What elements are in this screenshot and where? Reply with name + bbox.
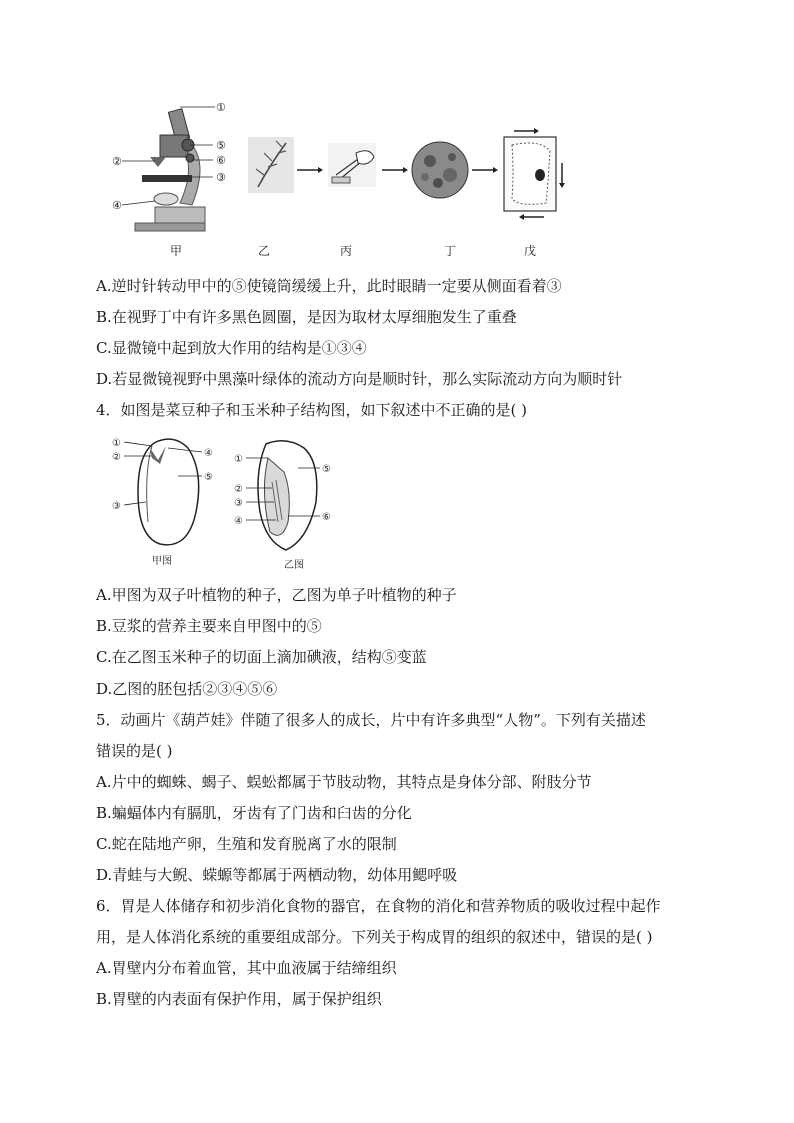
bean-label-5: ⑤ (204, 472, 213, 483)
corn-label-5: ⑤ (322, 464, 331, 475)
seed-structure-figure (108, 432, 348, 577)
caption-jia-tu: 甲图 (152, 556, 172, 567)
q3-option-c: C.显微镜中起到放大作用的结构是①③④ (96, 339, 367, 357)
caption-bing: 丙 (340, 244, 353, 258)
q6-stem-line-2: 用，是人体消化系统的重要组成部分。下列关于构成胃的组织的叙述中，错误的是( ) (96, 928, 653, 946)
q6-option-a: A.胃壁内分布着血管，其中血液属于结缔组织 (96, 959, 397, 977)
q6-stem-line-1: 6．胃是人体储存和初步消化食物的器官，在食物的消化和营养物质的吸收过程中起作 (96, 897, 661, 915)
q5-option-c: C.蛇在陆地产卵，生殖和发育脱离了水的限制 (96, 835, 397, 853)
caption-wu: 戊 (524, 244, 537, 258)
q5-option-b: B.蝙蝠体内有膈肌，牙齿有了门齿和臼齿的分化 (96, 804, 412, 822)
corn-label-6: ⑥ (322, 512, 331, 523)
corn-label-2: ② (234, 484, 243, 495)
bean-label-4: ④ (204, 448, 213, 459)
q5-stem-line-2: 错误的是( ) (96, 742, 173, 760)
q4-option-c: C.在乙图玉米种子的切面上滴加碘液，结构⑤变蓝 (96, 648, 427, 666)
q4-option-b: B.豆浆的营养主要来自甲图中的⑤ (96, 617, 322, 635)
caption-yi: 乙 (258, 244, 271, 258)
bean-label-1: ① (112, 438, 121, 449)
caption-jia: 甲 (170, 244, 183, 258)
microscope-label-5: ⑤ (216, 139, 226, 152)
plant-cell-diagram (504, 128, 565, 220)
microscope-label-2: ② (112, 155, 122, 168)
caption-ding: 丁 (444, 244, 457, 258)
q5-option-a: A.片中的蜘蛛、蝎子、蜈蚣都属于节肢动物，其特点是身体分部、附肢分节 (96, 773, 592, 791)
bean-label-2: ② (112, 452, 121, 463)
bean-label-3: ③ (112, 501, 121, 512)
microscope-label-3: ③ (216, 171, 226, 184)
microscope-label-4: ④ (112, 199, 122, 212)
q4-option-a: A.甲图为双子叶植物的种子，乙图为单子叶植物的种子 (96, 586, 457, 604)
corn-label-1: ① (234, 454, 243, 465)
microscope-figure (100, 95, 580, 265)
corn-label-4: ④ (234, 516, 243, 527)
corn-label-3: ③ (234, 498, 243, 509)
q3-option-d: D.若显微镜视野中黑藻叶绿体的流动方向是顺时针，那么实际流动方向为顺时针 (96, 370, 623, 388)
forceps-hand-image (328, 143, 376, 187)
microscope-label-6: ⑥ (216, 154, 226, 167)
q5-option-d: D.青蛙与大鲵、蝾螈等都属于两栖动物，幼体用鳃呼吸 (96, 866, 458, 884)
q3-option-b: B.在视野丁中有许多黑色圆圈，是因为取材太厚细胞发生了重叠 (96, 308, 517, 326)
microscope-label-1: ① (216, 101, 226, 114)
caption-yi-tu: 乙图 (284, 560, 304, 571)
q3-option-a: A.逆时针转动甲中的⑤使镜筒缓缓上升，此时眼睛一定要从侧面看着③ (96, 277, 562, 295)
elodea-sprig-image (248, 137, 294, 193)
q6-option-b: B.胃壁的内表面有保护作用，属于保护组织 (96, 990, 382, 1008)
bean-seed-diagram (112, 438, 213, 567)
q4-stem: 4．如图是菜豆种子和玉米种子结构图，如下叙述中不正确的是( ) (96, 401, 528, 419)
microscope-drawing (112, 101, 226, 231)
q4-option-d: D.乙图的胚包括②③④⑤⑥ (96, 680, 278, 698)
field-of-view-image (412, 142, 468, 198)
q5-stem-line-1: 5．动画片《葫芦娃》伴随了很多人的成长，片中有许多典型“人物”。下列有关描述 (96, 711, 646, 729)
corn-seed-diagram (234, 441, 331, 571)
